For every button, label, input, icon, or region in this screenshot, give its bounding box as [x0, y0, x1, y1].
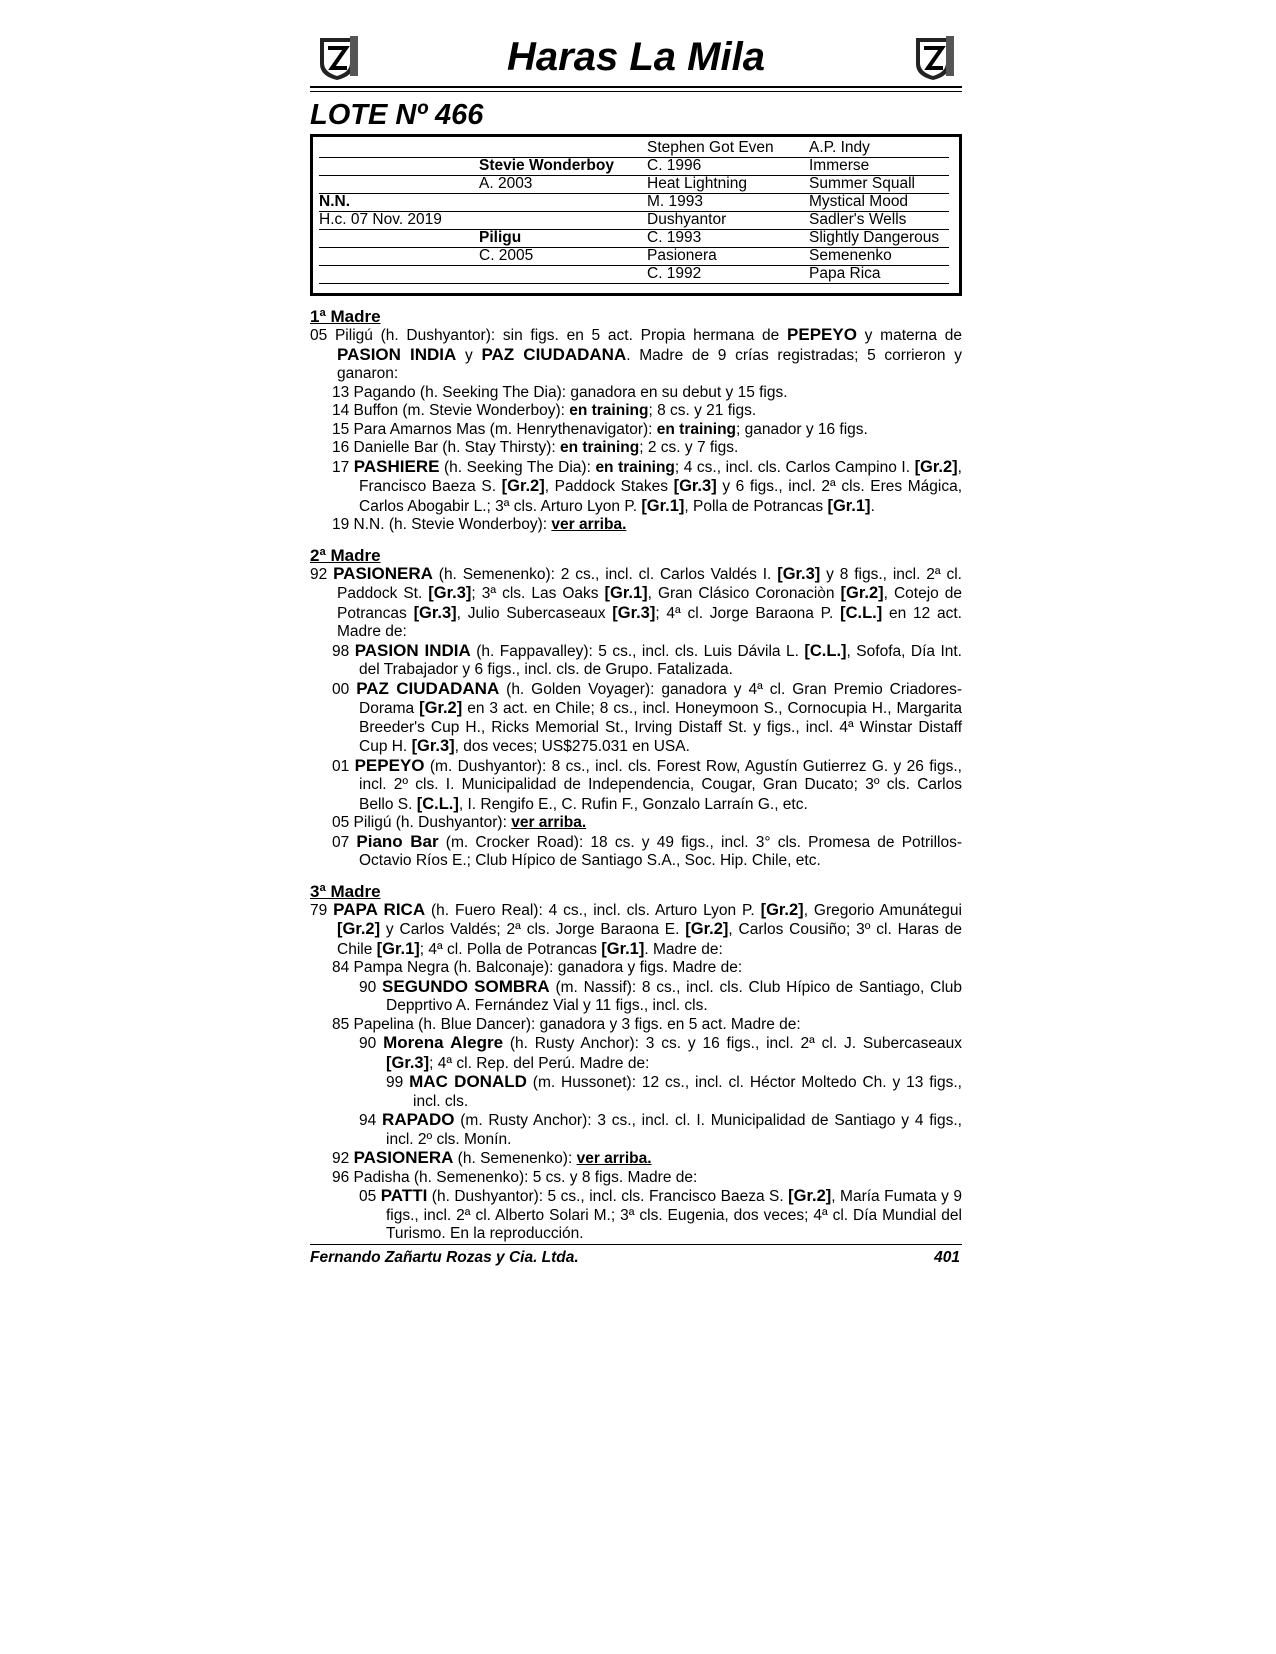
offspring-entry: 07 Piano Bar (m. Crocker Road): 18 cs. y 49 figs., incl. 3° cls. Promesa de Potrillos-Octavio Ríos E.; Club Hípico de Santiago S.A., Soc. Hip. Chile, etc.: [332, 831, 962, 869]
madre2-description: 92 PASIONERA (h. Semenenko): 2 cs., incl. cl. Carlos Valdés I. [Gr.3] y 8 figs., incl. 2ª cl. Paddock St. [Gr.3]; 3ª cls. Las Oaks [Gr.1], Gran Clásico Coronaciòn [Gr.2], Cotejo de Potrancas [Gr.3], Julio Subercaseaux [Gr.3]; 4ª cl. Jorge Baraona P. [C.L.] en 12 act. Madre de:: [310, 563, 963, 640]
offspring-entry: 13 Pagando (h. Seeking The Dia): ganadora en su debut y 15 figs.: [332, 383, 788, 401]
pedigree-great-grandparent: Papa Rica: [809, 265, 949, 284]
section-heading-madre2: 2ª Madre: [310, 545, 381, 565]
pedigree-great-grandparent: Slightly Dangerous: [809, 229, 949, 248]
offspring-entry: 00 PAZ CIUDADANA (h. Golden Voyager): ganadora y 4ª cl. Gran Premio Criadores-Dorama [Gr.2] en 3 act. en Chile; 8 cs., incl. Honeymoon S., Cornocupia H., Margarita Breeder's Cup H., Ricks Memorial St., Irving Distaff St. y figs., incl. 4ª Winstar Distaff Cup H. [Gr.3], dos veces; US$275.031 en USA.: [332, 678, 962, 755]
pedigree-great-grandparent: Sadler's Wells: [809, 211, 949, 230]
offspring-entry: 84 Pampa Negra (h. Balconaje): ganadora y figs. Madre de:: [332, 959, 743, 976]
pedigree-blank: [319, 139, 479, 158]
header-rule: [310, 91, 962, 92]
catalog-page: [310, 30, 962, 1244]
page-footer: [310, 1244, 962, 1267]
great-grand-offspring-entry: 99 MAC DONALD (m. Hussonet): 12 cs., incl. cl. Héctor Moltedo Ch. y 13 figs., incl. cls.: [386, 1072, 962, 1110]
pedigree-subject-info: H.c. 07 Nov. 2019: [319, 211, 479, 230]
pedigree-blank: [479, 193, 647, 212]
pedigree-blank: [479, 211, 647, 230]
pedigree-grandparent: Stephen Got Even: [647, 139, 809, 158]
zanartu-shield-logo-icon: [910, 34, 958, 82]
pedigree-grandparent: Heat Lightning: [647, 175, 809, 194]
page-header: [310, 30, 962, 88]
madre1-description: 05 Piligú (h. Dushyantor): sin figs. en 5 act. Propia hermana de PEPEYO y materna de PASION INDIA y PAZ CIUDADANA. Madre de 9 crías registradas; 5 corrieron y ganaron:: [310, 325, 962, 382]
see-above-reference: ver arriba.: [511, 814, 587, 831]
offspring-entry: 14 Buffon (m. Stevie Wonderboy): en training; 8 cs. y 21 figs.: [332, 402, 757, 419]
offspring-entry: 17 PASHIERE (h. Seeking The Dia): en training; 4 cs., incl. cls. Carlos Campino I. [Gr.2], Francisco Baeza S. [Gr.2], Paddock Stakes [Gr.3] y 6 figs., incl. 2ª cls. Eres Mágica, Carlos Abogabir L.; 3ª cls. Arturo Lyon P. [Gr.1], Polla de Potrancas [Gr.1].: [332, 456, 963, 515]
pedigree-grandparent: Pasionera: [647, 247, 809, 266]
pedigree-grandparent: M. 1993: [647, 193, 809, 212]
pedigree-dam-info: C. 2005: [479, 247, 647, 266]
offspring-entry: 05 Piligú (h. Dushyantor): ver arriba.: [332, 814, 587, 831]
offspring-entry: 85 Papelina (h. Blue Dancer): ganadora y 3 figs. en 5 act. Madre de:: [332, 1015, 801, 1033]
grand-offspring-entry: 05 PATTI (h. Dushyantor): 5 cs., incl. cls. Francisco Baeza S. [Gr.2], María Fumata y 9 figs., incl. 2ª cl. Alberto Solari M.; 3ª cls. Eugenia, dos veces; 4ª cl. Día Mundial del Turismo. En la reproducción.: [359, 1186, 962, 1242]
pedigree-great-grandparent: A.P. Indy: [809, 139, 949, 158]
pedigree-grandparent: C. 1993: [647, 229, 809, 248]
pedigree-blank: [479, 265, 647, 284]
pedigree-great-grandparent: Summer Squall: [809, 175, 949, 194]
page-title: Haras La Mila: [507, 35, 765, 79]
pedigree-blank: [319, 247, 479, 266]
offspring-entry: 19 N.N. (h. Stevie Wonderboy): ver arriba.: [332, 516, 627, 533]
offspring-entry: 16 Danielle Bar (h. Stay Thirsty): en training; 2 cs. y 7 figs.: [332, 439, 739, 456]
pedigree-subject-name: N.N.: [319, 193, 479, 212]
madre3-description: 79 PAPA RICA (h. Fuero Real): 4 cs., incl. cls. Arturo Lyon P. [Gr.2], Gregorio Amunátegui [Gr.2] y Carlos Valdés; 2ª cls. Jorge Baraona E. [Gr.2], Carlos Cousiño; 3º cl. Haras de Chile [Gr.1]; 4ª cl. Polla de Potrancas [Gr.1]. Madre de:: [310, 899, 962, 958]
pedigree-great-grandparent: Semenenko: [809, 247, 949, 266]
pedigree-dam-name: Piligu: [479, 229, 647, 248]
offspring-entry: 01 PEPEYO (m. Dushyantor): 8 cs., incl. cls. Forest Row, Agustín Gutierrez G. y 26 figs., incl. 2º cls. I. Municipalidad de Independencia, Cougar, Gran Ducato; 3º cls. Carlos Bello S. [C.L.], I. Rengifo E., C. Rufin F., Gonzalo Larraín G., etc.: [332, 755, 962, 813]
pedigree-blank: [319, 265, 479, 284]
grand-offspring-entry: 94 RAPADO (m. Rusty Anchor): 3 cs., incl. cl. I. Municipalidad de Santiago y 4 figs., incl. 2º cls. Monín.: [359, 1110, 962, 1148]
pedigree-blank: [319, 175, 479, 194]
pedigree-sire-name: Stevie Wonderboy: [479, 157, 647, 176]
pedigree-blank: [319, 229, 479, 248]
grand-offspring-entry: 90 SEGUNDO SOMBRA (m. Nassif): 8 cs., incl. cls. Club Hípico de Santiago, Club Depprtivo A. Fernández Vial y 11 figs., incl. cls.: [359, 976, 962, 1014]
section-heading-madre3: 3ª Madre: [310, 881, 381, 901]
pedigree-sire-info: A. 2003: [479, 175, 647, 194]
pedigree-grandparent: C. 1996: [647, 157, 809, 176]
grand-offspring-entry: 90 Morena Alegre (h. Rusty Anchor): 3 cs. y 16 figs., incl. 2ª cl. J. Subercaseaux [Gr.3]; 4ª cl. Rep. del Perú. Madre de:: [359, 1033, 962, 1072]
offspring-entry: 96 Padisha (h. Semenenko): 5 cs. y 8 figs. Madre de:: [332, 1168, 698, 1186]
offspring-entry: 15 Para Amarnos Mas (m. Henrythenavigator): en training; ganador y 16 figs.: [332, 420, 868, 438]
pedigree-great-grandparent: Immerse: [809, 157, 949, 176]
pedigree-blank: [479, 139, 647, 158]
pedigree-great-grandparent: Mystical Mood: [809, 193, 949, 212]
pedigree-blank: [319, 157, 479, 176]
page-number: 401: [934, 1249, 960, 1266]
see-above-reference: ver arriba.: [576, 1150, 652, 1167]
section-heading-madre1: 1ª Madre: [310, 307, 381, 326]
pedigree-grandparent: Dushyantor: [647, 211, 809, 230]
pedigree-table: [310, 134, 962, 296]
lot-number: LOTE Nº 466: [310, 99, 484, 131]
see-above-reference: ver arriba.: [551, 516, 627, 533]
offspring-entry: 98 PASION INDIA (h. Fappavalley): 5 cs., incl. cls. Luis Dávila L. [C.L.], Sofofa, Día Int. del Trabajador y 6 figs., incl. cls. de Grupo. Fatalizada.: [332, 640, 962, 678]
pedigree-grandparent: C. 1992: [647, 265, 809, 284]
offspring-entry: 92 PASIONERA (h. Semenenko): ver arriba.: [332, 1148, 652, 1167]
footer-company: Fernando Zañartu Rozas y Cia. Ltda.: [310, 1249, 579, 1266]
